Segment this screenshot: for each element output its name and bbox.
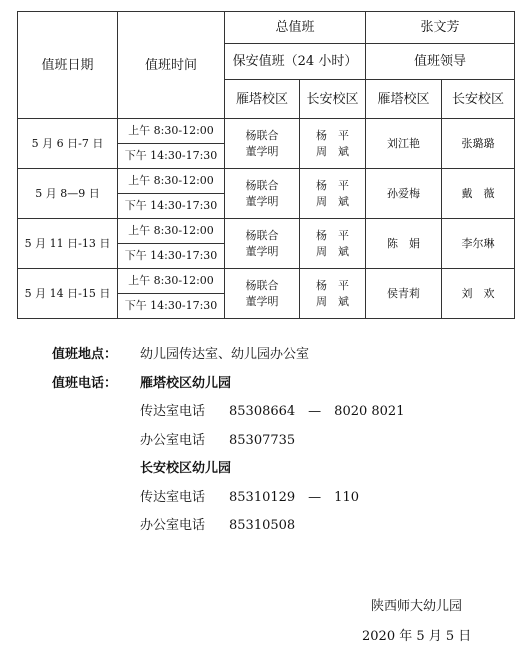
afternoon-time: 下午 14:30-17:30 [118,294,225,319]
table-row [18,269,515,294]
leader-yanta: 刘江艳 [366,119,442,169]
yanta-office-label: 办公室电话 [140,433,206,448]
table-row [18,219,515,244]
security-staff: 杨 平 [316,278,349,292]
changan-office-label: 办公室电话 [140,518,206,533]
header-leader-name: 张文芳 [366,12,515,44]
morning-time: 上午 8:30-12:00 [118,219,225,244]
leader-changan: 张璐璐 [442,119,515,169]
duty-date: 5 月 14 日-15 日 [18,269,118,319]
changan-reception-label: 传达室电话 [140,490,206,505]
changan-office-phone: 85310508 [229,518,296,533]
security-changan-cell [300,269,366,319]
afternoon-time: 下午 14:30-17:30 [118,194,225,219]
security-staff: 周 斌 [316,144,349,158]
location-value: 幼儿园传达室、幼儿园办公室 [140,347,310,362]
duty-date: 5 月 8—9 日 [18,169,118,219]
signature-org: 陕西师大幼儿园 [371,599,463,614]
header-security-yanta: 雁塔校区 [225,80,300,119]
header-row-1 [18,12,515,44]
afternoon-time: 下午 14:30-17:30 [118,144,225,169]
leader-changan: 戴 薇 [442,169,515,219]
yanta-reception-phone: 85308664 — 8020 8021 [229,404,405,419]
security-staff: 杨联合 [245,128,279,142]
security-staff: 董学明 [245,144,279,158]
changan-reception-phone: 85310129 — 110 [229,490,359,505]
security-staff: 杨 平 [316,228,349,242]
security-staff: 董学明 [245,194,279,208]
morning-time: 上午 8:30-12:00 [118,119,225,144]
security-staff: 周 斌 [316,294,349,308]
yanta-kindergarten-title: 雁塔校区幼儿园 [140,376,232,391]
header-security: 保安值班（24 小时） [225,44,366,80]
signature-date: 2020 年 5 月 5 日 [362,629,472,644]
security-staff: 杨联合 [245,228,279,242]
yanta-office-phone: 85307735 [229,433,296,448]
security-staff: 董学明 [245,244,279,258]
morning-time: 上午 8:30-12:00 [118,269,225,294]
leader-yanta: 侯青莉 [366,269,442,319]
afternoon-time: 下午 14:30-17:30 [118,244,225,269]
header-date: 值班日期 [18,12,118,119]
header-leader-changan: 长安校区 [442,80,515,119]
security-yanta-cell [225,269,300,319]
header-time: 值班时间 [118,12,225,119]
duty-date: 5 月 11 日-13 日 [18,219,118,269]
security-yanta-cell [225,219,300,269]
leader-changan: 李尔琳 [442,219,515,269]
security-staff: 董学明 [245,294,279,308]
security-staff: 周 斌 [316,194,349,208]
leader-yanta: 孙爱梅 [366,169,442,219]
security-changan-cell [300,169,366,219]
security-staff: 杨 平 [316,128,349,142]
leader-yanta: 陈 娟 [366,219,442,269]
security-changan-cell [300,219,366,269]
table-row [18,169,515,194]
duty-schedule-table [17,11,515,319]
header-security-changan: 长安校区 [300,80,366,119]
table-row [18,119,515,144]
phone-label: 值班电话： [52,376,118,391]
duty-date: 5 月 6 日-7 日 [18,119,118,169]
yanta-reception-label: 传达室电话 [140,404,206,419]
location-label: 值班地点： [52,347,118,362]
security-changan-cell [300,119,366,169]
security-staff: 杨 平 [316,178,349,192]
header-leader-yanta: 雁塔校区 [366,80,442,119]
security-staff: 杨联合 [245,178,279,192]
security-yanta-cell [225,119,300,169]
security-staff: 杨联合 [245,278,279,292]
header-general-duty: 总值班 [225,12,366,44]
header-duty-leader: 值班领导 [366,44,515,80]
leader-changan: 刘 欢 [442,269,515,319]
security-staff: 周 斌 [316,244,349,258]
security-yanta-cell [225,169,300,219]
morning-time: 上午 8:30-12:00 [118,169,225,194]
changan-kindergarten-title: 长安校区幼儿园 [140,461,232,476]
